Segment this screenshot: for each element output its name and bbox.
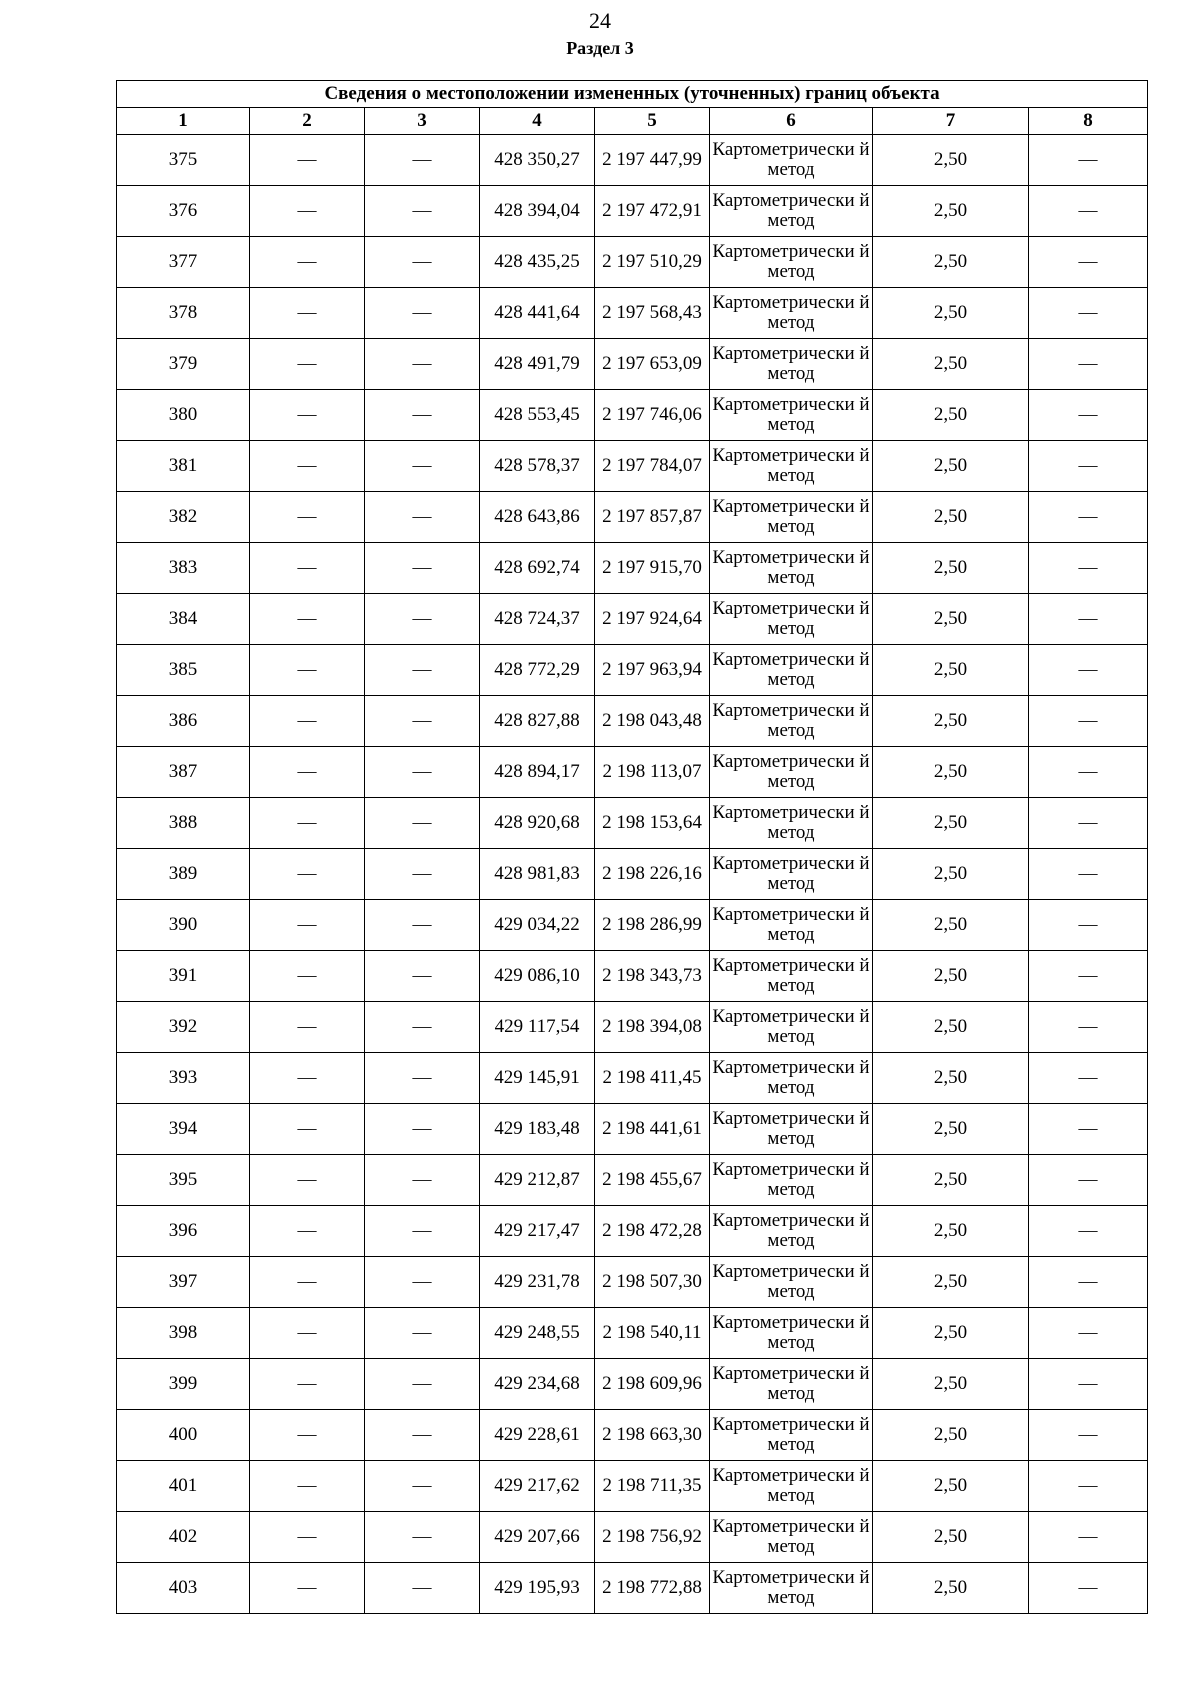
empty-cell: — [1029, 1104, 1148, 1155]
accuracy-cell: 2,50 [873, 339, 1029, 390]
y-coordinate-cell: 2 198 540,11 [595, 1308, 710, 1359]
point-number-cell: 382 [117, 492, 250, 543]
table-row [117, 747, 1148, 798]
empty-cell: — [250, 645, 365, 696]
method-cell: Картометрически й метод [710, 543, 873, 594]
method-cell: Картометрически й метод [710, 1563, 873, 1614]
method-cell: Картометрически й метод [710, 1308, 873, 1359]
y-coordinate-cell: 2 198 772,88 [595, 1563, 710, 1614]
column-number: 8 [1029, 108, 1148, 135]
empty-cell: — [365, 288, 480, 339]
accuracy-cell: 2,50 [873, 696, 1029, 747]
accuracy-cell: 2,50 [873, 1206, 1029, 1257]
accuracy-cell: 2,50 [873, 1053, 1029, 1104]
method-cell: Картометрически й метод [710, 186, 873, 237]
empty-cell: — [365, 900, 480, 951]
y-coordinate-cell: 2 197 784,07 [595, 441, 710, 492]
empty-cell: — [1029, 645, 1148, 696]
accuracy-cell: 2,50 [873, 1359, 1029, 1410]
empty-cell: — [365, 1104, 480, 1155]
x-coordinate-cell: 429 212,87 [480, 1155, 595, 1206]
empty-cell: — [365, 1155, 480, 1206]
y-coordinate-cell: 2 198 455,67 [595, 1155, 710, 1206]
table-row [117, 1053, 1148, 1104]
y-coordinate-cell: 2 198 043,48 [595, 696, 710, 747]
empty-cell: — [365, 186, 480, 237]
empty-cell: — [1029, 696, 1148, 747]
method-cell: Картометрически й метод [710, 339, 873, 390]
method-cell: Картометрически й метод [710, 135, 873, 186]
point-number-cell: 393 [117, 1053, 250, 1104]
y-coordinate-cell: 2 197 963,94 [595, 645, 710, 696]
method-cell: Картометрически й метод [710, 1461, 873, 1512]
empty-cell: — [1029, 135, 1148, 186]
empty-cell: — [250, 1461, 365, 1512]
empty-cell: — [1029, 900, 1148, 951]
y-coordinate-cell: 2 197 915,70 [595, 543, 710, 594]
accuracy-cell: 2,50 [873, 747, 1029, 798]
method-cell: Картометрически й метод [710, 1257, 873, 1308]
x-coordinate-cell: 428 920,68 [480, 798, 595, 849]
accuracy-cell: 2,50 [873, 1308, 1029, 1359]
table-row [117, 441, 1148, 492]
empty-cell: — [1029, 1410, 1148, 1461]
empty-cell: — [250, 390, 365, 441]
table-row [117, 390, 1148, 441]
empty-cell: — [1029, 441, 1148, 492]
empty-cell: — [365, 645, 480, 696]
point-number-cell: 376 [117, 186, 250, 237]
section-title: Раздел 3 [566, 38, 634, 58]
y-coordinate-cell: 2 197 653,09 [595, 339, 710, 390]
accuracy-cell: 2,50 [873, 492, 1029, 543]
empty-cell: — [365, 543, 480, 594]
x-coordinate-cell: 428 981,83 [480, 849, 595, 900]
x-coordinate-cell: 429 207,66 [480, 1512, 595, 1563]
empty-cell: — [250, 288, 365, 339]
method-cell: Картометрически й метод [710, 594, 873, 645]
empty-cell: — [365, 696, 480, 747]
method-cell: Картометрически й метод [710, 645, 873, 696]
method-cell: Картометрически й метод [710, 747, 873, 798]
accuracy-cell: 2,50 [873, 1563, 1029, 1614]
accuracy-cell: 2,50 [873, 237, 1029, 288]
empty-cell: — [250, 1512, 365, 1563]
y-coordinate-cell: 2 198 113,07 [595, 747, 710, 798]
method-cell: Картометрически й метод [710, 798, 873, 849]
table-row [117, 1359, 1148, 1410]
point-number-cell: 377 [117, 237, 250, 288]
column-number: 4 [480, 108, 595, 135]
empty-cell: — [365, 1206, 480, 1257]
table-row [117, 543, 1148, 594]
empty-cell: — [365, 798, 480, 849]
empty-cell: — [365, 747, 480, 798]
table-row [117, 696, 1148, 747]
x-coordinate-cell: 428 441,64 [480, 288, 595, 339]
x-coordinate-cell: 429 034,22 [480, 900, 595, 951]
accuracy-cell: 2,50 [873, 1104, 1029, 1155]
accuracy-cell: 2,50 [873, 390, 1029, 441]
empty-cell: — [1029, 288, 1148, 339]
y-coordinate-cell: 2 197 857,87 [595, 492, 710, 543]
y-coordinate-cell: 2 198 226,16 [595, 849, 710, 900]
accuracy-cell: 2,50 [873, 798, 1029, 849]
empty-cell: — [365, 1359, 480, 1410]
empty-cell: — [1029, 1308, 1148, 1359]
empty-cell: — [365, 1053, 480, 1104]
table-row [117, 1206, 1148, 1257]
empty-cell: — [250, 1257, 365, 1308]
x-coordinate-cell: 428 827,88 [480, 696, 595, 747]
y-coordinate-cell: 2 198 343,73 [595, 951, 710, 1002]
x-coordinate-cell: 429 183,48 [480, 1104, 595, 1155]
empty-cell: — [365, 849, 480, 900]
method-cell: Картометрически й метод [710, 1206, 873, 1257]
empty-cell: — [365, 594, 480, 645]
accuracy-cell: 2,50 [873, 1461, 1029, 1512]
x-coordinate-cell: 428 491,79 [480, 339, 595, 390]
empty-cell: — [365, 1461, 480, 1512]
table-row [117, 1002, 1148, 1053]
empty-cell: — [1029, 951, 1148, 1002]
empty-cell: — [365, 1563, 480, 1614]
point-number-cell: 388 [117, 798, 250, 849]
empty-cell: — [365, 1308, 480, 1359]
x-coordinate-cell: 429 145,91 [480, 1053, 595, 1104]
table-row [117, 1257, 1148, 1308]
y-coordinate-cell: 2 198 609,96 [595, 1359, 710, 1410]
y-coordinate-cell: 2 197 447,99 [595, 135, 710, 186]
point-number-cell: 394 [117, 1104, 250, 1155]
accuracy-cell: 2,50 [873, 135, 1029, 186]
empty-cell: — [365, 441, 480, 492]
point-number-cell: 400 [117, 1410, 250, 1461]
x-coordinate-cell: 428 643,86 [480, 492, 595, 543]
method-cell: Картометрически й метод [710, 492, 873, 543]
point-number-cell: 398 [117, 1308, 250, 1359]
point-number-cell: 390 [117, 900, 250, 951]
empty-cell: — [250, 1155, 365, 1206]
point-number-cell: 387 [117, 747, 250, 798]
accuracy-cell: 2,50 [873, 951, 1029, 1002]
empty-cell: — [250, 339, 365, 390]
empty-cell: — [365, 339, 480, 390]
empty-cell: — [365, 1410, 480, 1461]
table-row [117, 798, 1148, 849]
method-cell: Картометрически й метод [710, 1104, 873, 1155]
empty-cell: — [1029, 186, 1148, 237]
empty-cell: — [1029, 1002, 1148, 1053]
accuracy-cell: 2,50 [873, 543, 1029, 594]
column-number: 7 [873, 108, 1029, 135]
empty-cell: — [250, 543, 365, 594]
empty-cell: — [1029, 492, 1148, 543]
x-coordinate-cell: 428 772,29 [480, 645, 595, 696]
x-coordinate-cell: 429 195,93 [480, 1563, 595, 1614]
y-coordinate-cell: 2 198 441,61 [595, 1104, 710, 1155]
empty-cell: — [365, 390, 480, 441]
accuracy-cell: 2,50 [873, 441, 1029, 492]
y-coordinate-cell: 2 198 472,28 [595, 1206, 710, 1257]
point-number-cell: 380 [117, 390, 250, 441]
x-coordinate-cell: 428 350,27 [480, 135, 595, 186]
method-cell: Картометрически й метод [710, 951, 873, 1002]
x-coordinate-cell: 428 724,37 [480, 594, 595, 645]
y-coordinate-cell: 2 197 568,43 [595, 288, 710, 339]
method-cell: Картометрически й метод [710, 390, 873, 441]
x-coordinate-cell: 428 692,74 [480, 543, 595, 594]
point-number-cell: 395 [117, 1155, 250, 1206]
y-coordinate-cell: 2 197 746,06 [595, 390, 710, 441]
point-number-cell: 389 [117, 849, 250, 900]
point-number-cell: 383 [117, 543, 250, 594]
column-number: 1 [117, 108, 250, 135]
y-coordinate-cell: 2 198 663,30 [595, 1410, 710, 1461]
empty-cell: — [250, 594, 365, 645]
table-body [117, 135, 1148, 1614]
table-row [117, 1563, 1148, 1614]
table-row [117, 1104, 1148, 1155]
x-coordinate-cell: 428 394,04 [480, 186, 595, 237]
empty-cell: — [1029, 237, 1148, 288]
point-number-cell: 392 [117, 1002, 250, 1053]
point-number-cell: 378 [117, 288, 250, 339]
empty-cell: — [250, 1410, 365, 1461]
point-number-cell: 403 [117, 1563, 250, 1614]
x-coordinate-cell: 428 894,17 [480, 747, 595, 798]
empty-cell: — [365, 492, 480, 543]
y-coordinate-cell: 2 198 286,99 [595, 900, 710, 951]
empty-cell: — [250, 1002, 365, 1053]
x-coordinate-cell: 429 228,61 [480, 1410, 595, 1461]
empty-cell: — [1029, 747, 1148, 798]
x-coordinate-cell: 429 217,62 [480, 1461, 595, 1512]
accuracy-cell: 2,50 [873, 288, 1029, 339]
point-number-cell: 391 [117, 951, 250, 1002]
point-number-cell: 399 [117, 1359, 250, 1410]
y-coordinate-cell: 2 198 711,35 [595, 1461, 710, 1512]
point-number-cell: 385 [117, 645, 250, 696]
empty-cell: — [365, 1002, 480, 1053]
x-coordinate-cell: 429 086,10 [480, 951, 595, 1002]
empty-cell: — [250, 849, 365, 900]
method-cell: Картометрически й метод [710, 1512, 873, 1563]
method-cell: Картометрически й метод [710, 1410, 873, 1461]
table-row [117, 1461, 1148, 1512]
x-coordinate-cell: 429 234,68 [480, 1359, 595, 1410]
y-coordinate-cell: 2 197 510,29 [595, 237, 710, 288]
empty-cell: — [250, 1563, 365, 1614]
accuracy-cell: 2,50 [873, 186, 1029, 237]
empty-cell: — [1029, 390, 1148, 441]
column-number-row [117, 108, 1148, 135]
table-row [117, 1308, 1148, 1359]
empty-cell: — [1029, 798, 1148, 849]
table-row [117, 237, 1148, 288]
empty-cell: — [1029, 1461, 1148, 1512]
empty-cell: — [1029, 1512, 1148, 1563]
table-row [117, 288, 1148, 339]
empty-cell: — [250, 1206, 365, 1257]
point-number-cell: 396 [117, 1206, 250, 1257]
accuracy-cell: 2,50 [873, 645, 1029, 696]
point-number-cell: 381 [117, 441, 250, 492]
point-number-cell: 397 [117, 1257, 250, 1308]
table-row [117, 1512, 1148, 1563]
method-cell: Картометрически й метод [710, 1053, 873, 1104]
method-cell: Картометрически й метод [710, 237, 873, 288]
method-cell: Картометрически й метод [710, 1002, 873, 1053]
accuracy-cell: 2,50 [873, 1155, 1029, 1206]
table-row [117, 186, 1148, 237]
empty-cell: — [250, 1359, 365, 1410]
accuracy-cell: 2,50 [873, 1257, 1029, 1308]
column-number: 2 [250, 108, 365, 135]
empty-cell: — [365, 135, 480, 186]
empty-cell: — [250, 237, 365, 288]
accuracy-cell: 2,50 [873, 1002, 1029, 1053]
table-row [117, 339, 1148, 390]
table-caption: Сведения о местоположении измененных (уточненных) границ объекта [117, 81, 1148, 108]
empty-cell: — [365, 237, 480, 288]
x-coordinate-cell: 428 435,25 [480, 237, 595, 288]
method-cell: Картометрически й метод [710, 900, 873, 951]
column-number: 6 [710, 108, 873, 135]
point-number-cell: 401 [117, 1461, 250, 1512]
table-row [117, 594, 1148, 645]
table-row [117, 951, 1148, 1002]
empty-cell: — [1029, 1053, 1148, 1104]
empty-cell: — [1029, 1563, 1148, 1614]
empty-cell: — [250, 186, 365, 237]
empty-cell: — [1029, 339, 1148, 390]
coordinates-table [116, 80, 1148, 1614]
empty-cell: — [365, 951, 480, 1002]
x-coordinate-cell: 429 217,47 [480, 1206, 595, 1257]
y-coordinate-cell: 2 198 153,64 [595, 798, 710, 849]
empty-cell: — [250, 747, 365, 798]
table-row [117, 645, 1148, 696]
method-cell: Картометрически й метод [710, 1155, 873, 1206]
method-cell: Картометрически й метод [710, 441, 873, 492]
method-cell: Картометрически й метод [710, 696, 873, 747]
empty-cell: — [250, 1104, 365, 1155]
point-number-cell: 384 [117, 594, 250, 645]
y-coordinate-cell: 2 198 394,08 [595, 1002, 710, 1053]
empty-cell: — [250, 951, 365, 1002]
empty-cell: — [250, 1308, 365, 1359]
table-row [117, 1410, 1148, 1461]
empty-cell: — [250, 696, 365, 747]
method-cell: Картометрически й метод [710, 849, 873, 900]
column-number: 3 [365, 108, 480, 135]
x-coordinate-cell: 428 578,37 [480, 441, 595, 492]
table-row [117, 849, 1148, 900]
method-cell: Картометрически й метод [710, 1359, 873, 1410]
empty-cell: — [1029, 1206, 1148, 1257]
accuracy-cell: 2,50 [873, 900, 1029, 951]
accuracy-cell: 2,50 [873, 594, 1029, 645]
empty-cell: — [1029, 594, 1148, 645]
y-coordinate-cell: 2 197 924,64 [595, 594, 710, 645]
table-row [117, 135, 1148, 186]
empty-cell: — [1029, 1257, 1148, 1308]
accuracy-cell: 2,50 [873, 1410, 1029, 1461]
point-number-cell: 379 [117, 339, 250, 390]
x-coordinate-cell: 429 117,54 [480, 1002, 595, 1053]
empty-cell: — [250, 1053, 365, 1104]
empty-cell: — [250, 441, 365, 492]
empty-cell: — [365, 1257, 480, 1308]
x-coordinate-cell: 428 553,45 [480, 390, 595, 441]
empty-cell: — [250, 492, 365, 543]
page-number: 24 [589, 8, 611, 33]
point-number-cell: 386 [117, 696, 250, 747]
accuracy-cell: 2,50 [873, 1512, 1029, 1563]
empty-cell: — [1029, 849, 1148, 900]
empty-cell: — [250, 135, 365, 186]
accuracy-cell: 2,50 [873, 849, 1029, 900]
empty-cell: — [250, 798, 365, 849]
table-row [117, 492, 1148, 543]
method-cell: Картометрически й метод [710, 288, 873, 339]
y-coordinate-cell: 2 197 472,91 [595, 186, 710, 237]
column-number: 5 [595, 108, 710, 135]
table-row [117, 900, 1148, 951]
y-coordinate-cell: 2 198 507,30 [595, 1257, 710, 1308]
table-row [117, 1155, 1148, 1206]
x-coordinate-cell: 429 231,78 [480, 1257, 595, 1308]
y-coordinate-cell: 2 198 411,45 [595, 1053, 710, 1104]
point-number-cell: 375 [117, 135, 250, 186]
x-coordinate-cell: 429 248,55 [480, 1308, 595, 1359]
y-coordinate-cell: 2 198 756,92 [595, 1512, 710, 1563]
empty-cell: — [365, 1512, 480, 1563]
empty-cell: — [1029, 543, 1148, 594]
point-number-cell: 402 [117, 1512, 250, 1563]
empty-cell: — [1029, 1155, 1148, 1206]
empty-cell: — [1029, 1359, 1148, 1410]
empty-cell: — [250, 900, 365, 951]
